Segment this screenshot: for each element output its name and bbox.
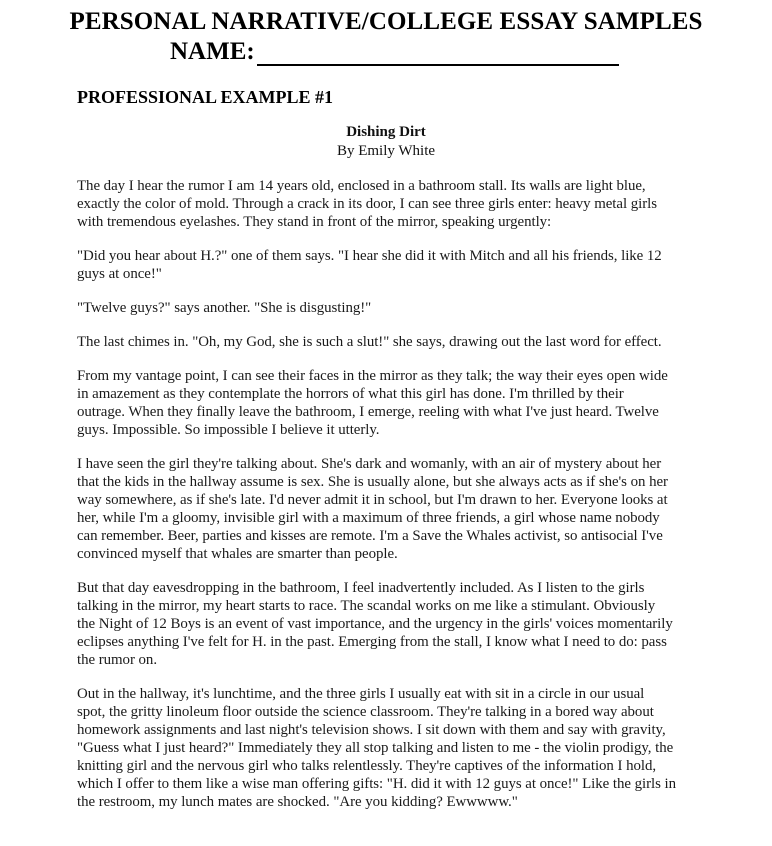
- paragraph: [77, 685, 703, 811]
- text-line: in amazement as they contemplate the horrors of what this girl has done. I'm thrilled by their: [77, 386, 624, 402]
- paragraph: [77, 579, 703, 669]
- paragraph: [77, 333, 703, 351]
- document-title: PERSONAL NARRATIVE/COLLEGE ESSAY SAMPLES: [69, 8, 703, 35]
- text-line: way somewhere, as if she's late. I'd never admit it in school, but I'm drawn to her. Everyone looks at: [77, 492, 668, 508]
- text-line: her, while I'm a gloomy, invisible girl with a maximum of three friends, a girl whose name nobody: [77, 510, 660, 526]
- essay-body: [77, 177, 703, 827]
- text-line: talking in the mirror, my heart starts to race. The scandal works on me like a stimulant. Obviously: [77, 598, 656, 614]
- paragraph: [77, 367, 703, 439]
- paragraph: [77, 455, 703, 563]
- text-line: "Guess what I just heard?" Immediately they all stop talking and listen to me - the violin prodigy, the: [77, 740, 674, 756]
- name-label: NAME:: [170, 38, 255, 65]
- name-field: [170, 38, 619, 66]
- name-blank-line: [257, 42, 619, 66]
- text-line: convinced myself that whales are smarter than people.: [77, 546, 398, 562]
- text-line: the Night of 12 Boys is an event of vast importance, and the urgency in the girls' voices momentarily: [77, 616, 673, 632]
- text-line: I have seen the girl they're talking about. She's dark and womanly, with an air of mystery about her: [77, 456, 662, 472]
- text-line: "Did you hear about H.?" one of them says. "I hear she did it with Mitch and all his friends, like 12: [77, 248, 662, 264]
- text-line: Out in the hallway, it's lunchtime, and the three girls I usually eat with sit in a circle in our usual: [77, 686, 645, 702]
- section-heading: PROFESSIONAL EXAMPLE #1: [77, 87, 334, 107]
- text-line: homework assignments and last night's television shows. I sit down with them and say with gravity,: [77, 722, 666, 738]
- paragraph: [77, 299, 703, 317]
- text-line: The day I hear the rumor I am 14 years old, enclosed in a bathroom stall. Its walls are light blue,: [77, 178, 646, 194]
- text-line: knitting girl and the nervous girl who talks relentlessly. They're captives of the information I hold,: [77, 758, 657, 774]
- paragraph: [77, 177, 703, 231]
- text-line: The last chimes in. "Oh, my God, she is such a slut!" she says, drawing out the last word for effect.: [77, 334, 662, 350]
- text-line: guys at once!": [77, 266, 162, 282]
- text-line: eclipses anything I've felt for H. in the past. Emerging from the stall, I know what I need to do: pass: [77, 634, 667, 650]
- text-line: the rumor on.: [77, 652, 157, 668]
- text-line: guys. Impossible. So impossible I believe it utterly.: [77, 422, 380, 438]
- text-line: But that day eavesdropping in the bathroom, I feel inadvertently included. As I listen to the girls: [77, 580, 645, 596]
- paragraph: [77, 247, 703, 283]
- text-line: From my vantage point, I can see their faces in the mirror as they talk; the way their eyes open wide: [77, 368, 668, 384]
- text-line: that the kids in the hallway assume is sex. She is usually alone, but she always acts as if she's on her: [77, 474, 668, 490]
- text-line: which I offer to them like a wise man offering gifts: "H. did it with 12 guys at once!" Like the girls in: [77, 776, 676, 792]
- text-line: with tremendous eyelashes. They stand in front of the mirror, speaking urgently:: [77, 214, 552, 230]
- text-line: can remember. Beer, parties and kisses are remote. I'm a Save the Whales activist, so antisocial I've: [77, 528, 663, 544]
- text-line: exactly the color of mold. Through a crack in its door, I can see three girls enter: heavy metal girls: [77, 196, 657, 212]
- essay-author: By Emily White: [336, 143, 436, 159]
- text-line: spot, the gritty linoleum floor outside the science classroom. They're talking in a bored way about: [77, 704, 654, 720]
- text-line: the restroom, my lunch mates are shocked. "Are you kidding? Ewwwww.": [77, 794, 518, 810]
- text-line: "Twelve guys?" says another. "She is disgusting!": [77, 300, 372, 316]
- essay-title: Dishing Dirt: [346, 124, 426, 140]
- text-line: outrage. When they finally leave the bathroom, I emerge, reeling with what I've just heard. Twelve: [77, 404, 659, 420]
